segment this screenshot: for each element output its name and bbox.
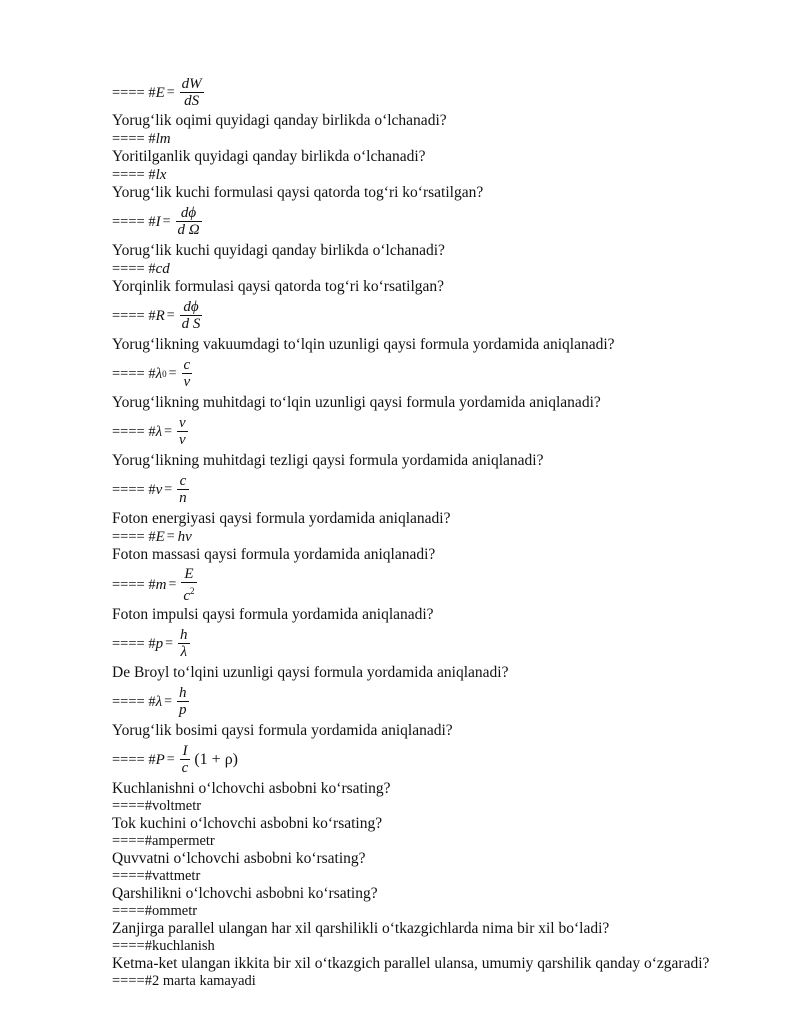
- answer-prefix: ==== #: [112, 576, 156, 593]
- formula-answer: ==== # λ = $\frac{v}{\nu}$: [112, 415, 186, 448]
- question-text: Yorug‘lik kuchi quyidagi qanday birlikda o‘lchanadi?: [112, 242, 445, 259]
- formula-answer: ==== # m = $\frac{E}{c^2}$: [112, 565, 195, 604]
- formula-rhs: hν: [177, 528, 192, 545]
- question-text: Ketma-ket ulangan ikkita bir xil o‘tkazgich parallel ulansa, umumiy qarshilik qanday o‘zgaradi?: [112, 955, 710, 972]
- question-text: Yorug‘lik kuchi formulasi qaysi qatorda tog‘ri ko‘rsatilgan?: [112, 184, 484, 201]
- question-text: Qarshilikni o‘lchovchi asbobni ko‘rsating?: [112, 885, 378, 902]
- question-text: Foton massasi qaysi formula yordamida aniqlanadi?: [112, 546, 436, 563]
- question-text: De Broyl to‘lqini uzunligi qaysi formula yordamida aniqlanadi?: [112, 664, 509, 681]
- formula-lhs: E: [155, 528, 165, 545]
- answer-text: ====#ampermetr: [112, 833, 215, 849]
- formula-lhs: R: [155, 307, 165, 324]
- question-text: Quvvatni o‘lchovchi asbobni ko‘rsating?: [112, 850, 366, 867]
- answer-value: lx: [155, 166, 167, 183]
- answer-prefix: ==== #: [112, 528, 156, 545]
- formula-tail: (1 + ρ): [194, 751, 239, 768]
- formula-lhs: E: [155, 84, 165, 101]
- formula-lhs: p: [155, 635, 164, 652]
- formula-answer: ==== # I = $\frac{d\phi}{\text{d Ω}}$: [112, 205, 200, 238]
- fraction: [182, 357, 193, 391]
- answer-prefix: ==== #: [112, 423, 156, 440]
- question-text: Yorug‘likning muhitdagi to‘lqin uzunligi qaysi formula yordamida aniqlanadi?: [112, 394, 601, 411]
- answer-value: lm: [155, 130, 171, 147]
- formula-subscript: 0: [162, 369, 167, 379]
- fraction: [180, 299, 203, 333]
- fraction: [181, 566, 196, 605]
- question-text: Yorug‘likning vakuumdagi to‘lqin uzunligi qaysi formula yordamida aniqlanadi?: [112, 336, 615, 353]
- formula-answer: ==== # p = $\frac{h}{\lambda}$: [112, 627, 188, 660]
- formula-lhs: m: [155, 576, 167, 593]
- fraction-denominator: ν: [183, 374, 191, 390]
- fraction: [180, 76, 204, 110]
- formula-answer: ==== # P = $\frac{I}{c}$ (1 + ρ): [112, 743, 239, 776]
- formula-answer: ==== # λ 0 = $\frac{c}{\nu}$: [112, 357, 191, 390]
- formula-lhs: I: [155, 213, 161, 230]
- formula-lhs: v: [155, 481, 163, 498]
- fraction-numerator: dϕ: [183, 299, 199, 315]
- fraction-numerator: dϕ: [180, 205, 197, 221]
- answer-prefix: ==== #: [112, 166, 156, 183]
- question-text: Foton energiyasi qaysi formula yordamida aniqlanadi?: [112, 510, 451, 527]
- fraction-denominator: d S: [181, 316, 201, 332]
- fraction: [177, 685, 189, 719]
- fraction-numerator: h: [180, 627, 188, 643]
- answer-prefix: ==== #: [112, 307, 156, 324]
- answer-prefix: ==== #: [112, 693, 156, 710]
- formula-superscript: 2: [190, 585, 195, 596]
- fraction-denominator: ν: [179, 432, 186, 448]
- fraction: [178, 627, 190, 661]
- answer-prefix: ==== #: [112, 751, 156, 768]
- fraction-denominator: dS: [184, 93, 200, 109]
- formula-answer: ==== # R = $\frac{d\phi}{\text{d S}}$: [112, 299, 201, 332]
- question-text: Tok kuchini o‘lchovchi asbobni ko‘rsating?: [112, 815, 383, 832]
- document-body: [112, 74, 772, 990]
- formula-lhs: λ: [155, 423, 163, 440]
- formula-answer: ==== # E = $\frac{dW}{dS}$: [112, 76, 202, 109]
- question-text: Yorug‘likning muhitdagi tezligi qaysi formula yordamida aniqlanadi?: [112, 452, 544, 469]
- answer-prefix: ==== #: [112, 365, 156, 382]
- fraction: [180, 743, 191, 777]
- question-text: Yorug‘lik bosimi qaysi formula yordamida aniqlanadi?: [112, 722, 453, 739]
- formula-answer: [112, 166, 772, 184]
- formula-lhs: P: [155, 751, 165, 768]
- question-text: Kuchlanishni o‘lchovchi asbobni ko‘rsating?: [112, 780, 391, 797]
- formula-lhs: λ: [155, 365, 163, 382]
- answer-text: ====#vattmetr: [112, 868, 201, 884]
- answer-prefix: ==== #: [112, 130, 156, 147]
- fraction-denominator: c: [181, 760, 189, 776]
- fraction: [177, 415, 188, 449]
- question-text: Zanjirga parallel ulangan har xil qarshilikli o‘tkazgichlarda nima bir xil bo‘ladi?: [112, 920, 610, 937]
- answer-value: cd: [155, 260, 170, 277]
- fraction-denominator: p: [179, 702, 187, 718]
- fraction-numerator: c: [179, 473, 187, 489]
- fraction-numerator: E: [184, 565, 194, 582]
- fraction-numerator: I: [182, 743, 188, 759]
- answer-prefix: ==== #: [112, 84, 156, 101]
- fraction-numerator: dW: [181, 76, 202, 92]
- formula-answer: ==== # v = $\frac{c}{n}$: [112, 473, 187, 506]
- fraction-denominator: λ: [180, 644, 187, 660]
- question-text: Yorug‘lik oqimi quyidagi qanday birlikda o‘lchanadi?: [112, 112, 447, 129]
- fraction-denominator: c: [183, 587, 191, 604]
- fraction-numerator: c: [183, 357, 191, 373]
- fraction-denominator: d Ω: [177, 222, 200, 238]
- question-text: Foton impulsi qaysi formula yordamida aniqlanadi?: [112, 606, 434, 623]
- formula-answer: ==== # λ = $\frac{h}{p}$: [112, 685, 187, 718]
- formula-lhs: λ: [155, 693, 163, 710]
- fraction: [176, 205, 202, 239]
- answer-text: ====#voltmetr: [112, 798, 202, 814]
- answer-prefix: ==== #: [112, 635, 156, 652]
- answer-text: ====#2 marta kamayadi: [112, 973, 256, 989]
- answer-prefix: ==== #: [112, 481, 156, 498]
- formula-answer: [112, 130, 772, 148]
- answer-prefix: ==== #: [112, 213, 156, 230]
- answer-text: ====#ommetr: [112, 903, 198, 919]
- fraction-numerator: h: [179, 685, 187, 701]
- formula-answer: ==== # E = hν: [112, 528, 192, 545]
- fraction-numerator: v: [179, 415, 186, 431]
- fraction-denominator: n: [179, 490, 187, 506]
- formula-answer: [112, 260, 772, 278]
- question-text: Yorqinlik formulasi qaysi qatorda tog‘ri ko‘rsatilgan?: [112, 278, 445, 295]
- answer-prefix: ==== #: [112, 260, 156, 277]
- question-text: Yoritilganlik quyidagi qanday birlikda o‘lchanadi?: [112, 148, 426, 165]
- fraction: [177, 473, 189, 507]
- answer-text: ====#kuchlanish: [112, 938, 215, 954]
